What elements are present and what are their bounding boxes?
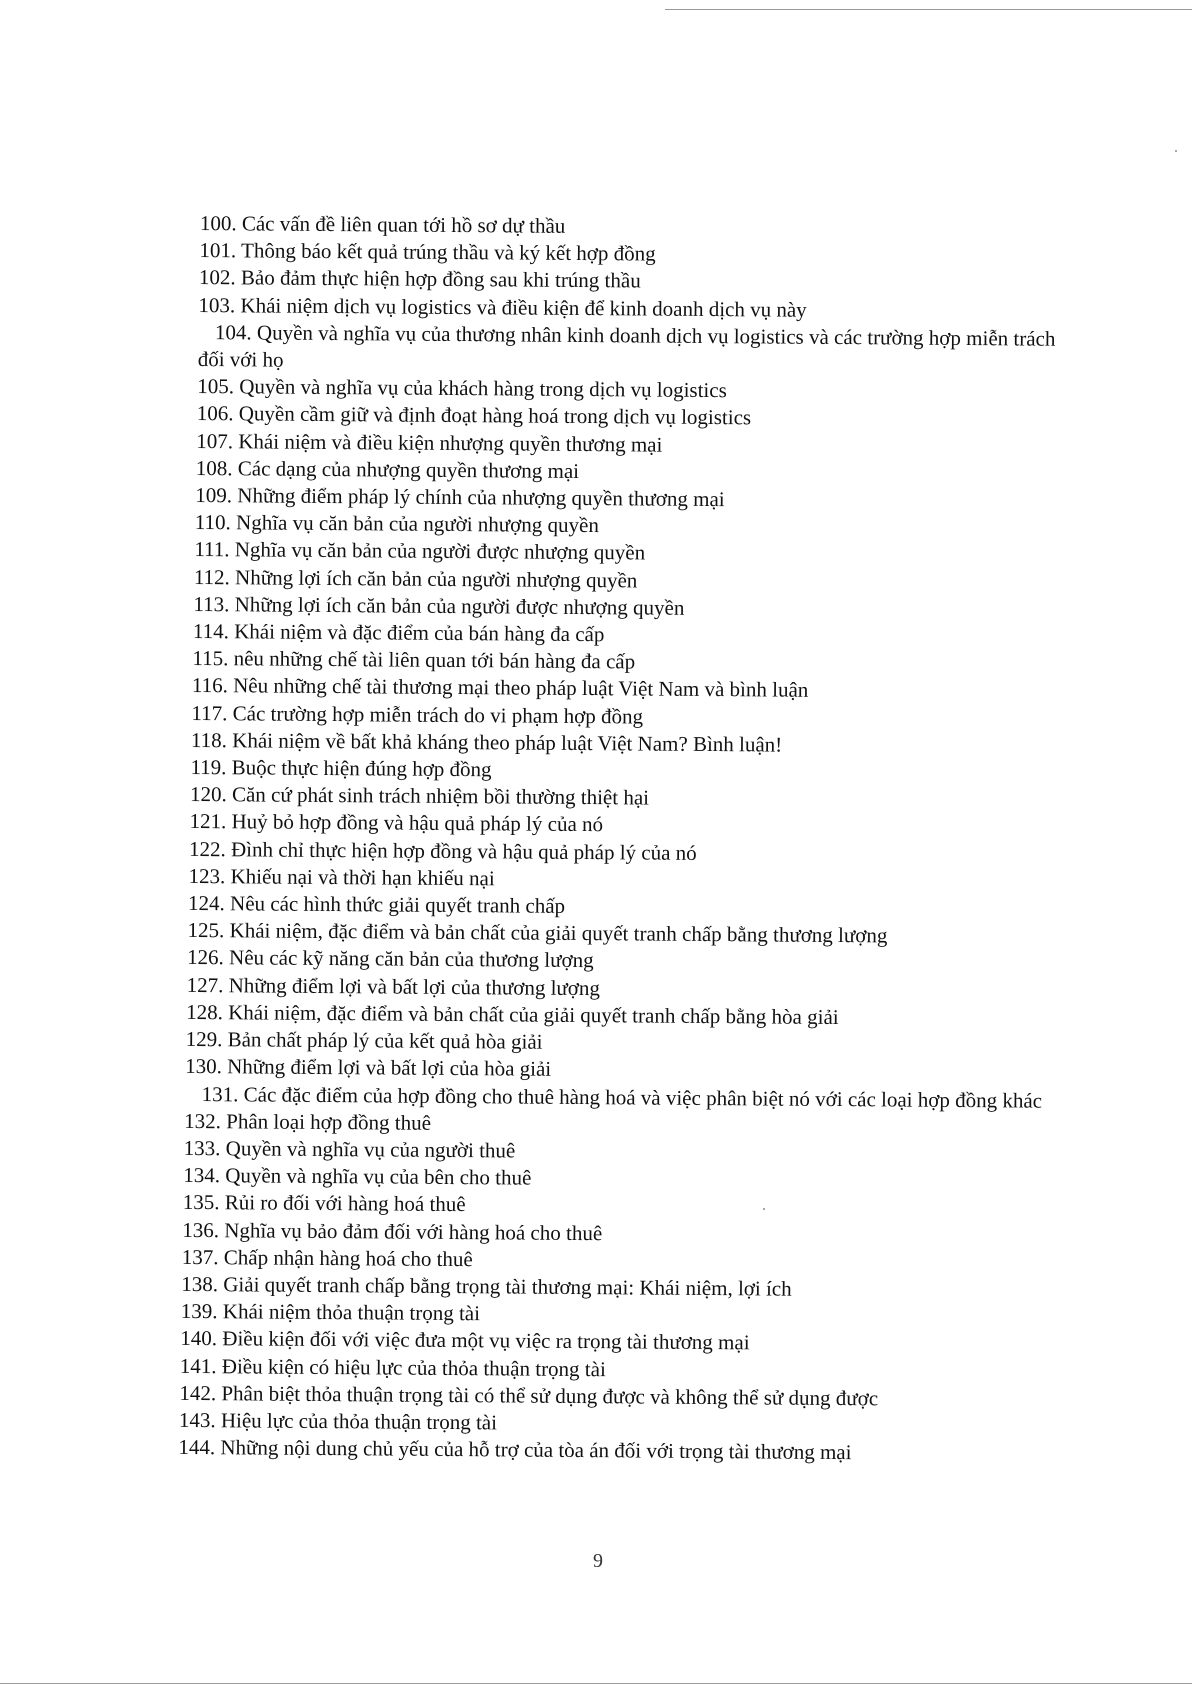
question-text: Hiệu lực của thỏa thuận trọng tài	[220, 1408, 498, 1435]
question-number: 112.	[193, 564, 230, 589]
question-number: 118.	[190, 727, 228, 753]
question-text: Quyền và nghĩa vụ của thương nhân kinh doanh dịch vụ logistics và các trường hợp miễn trách đối với họ	[197, 320, 1056, 372]
question-text: Nêu các hình thức giải quyết tranh chấp	[229, 891, 566, 918]
question-text: Nêu những chế tài thương mại theo pháp luật Việt Nam và bình luận	[233, 673, 809, 703]
question-text: Các dạng của nhượng quyền thương mại	[237, 456, 580, 483]
question-number: 109.	[195, 483, 233, 508]
question-number: 138.	[181, 1271, 219, 1297]
question-text: Các trường hợp miễn trách do vi phạm hợp đồng	[232, 700, 644, 729]
question-text: Khái niệm dịch vụ logistics và điều kiện để kinh doanh dịch vụ này	[240, 292, 807, 322]
question-text: Quyền và nghĩa vụ của người thuê	[225, 1136, 516, 1163]
question-number: 114.	[192, 619, 230, 644]
question-number: 137.	[181, 1244, 219, 1269]
question-number: 107.	[196, 428, 234, 453]
question-text: Giải quyết tranh chấp bằng trọng tài thương mại: Khái niệm, lợi ích	[223, 1272, 792, 1301]
question-text: Khiếu nại và thời hạn khiếu nại	[230, 864, 495, 891]
question-text: Bảo đảm thực hiện hợp đồng sau khi trúng thầu	[240, 265, 641, 293]
question-number: 144.	[178, 1435, 216, 1460]
question-list	[178, 210, 1080, 1468]
question-number: 116.	[191, 673, 229, 698]
question-item	[198, 319, 1079, 380]
question-text: Khái niệm và điều kiện nhượng quyền thương mại	[238, 428, 663, 457]
question-text: Quyền và nghĩa vụ của khách hàng trong dịch vụ logistics	[239, 374, 727, 403]
question-text: Quyền và nghĩa vụ của bên cho thuê	[225, 1163, 532, 1190]
top-edge-rule	[665, 9, 1192, 10]
question-text: Những điểm lợi và bất lợi của hòa giải	[227, 1054, 552, 1082]
question-number: 108.	[195, 455, 233, 481]
question-number: 113.	[193, 591, 230, 617]
question-number: 120.	[189, 782, 227, 807]
question-text: Những nội dung chủ yếu của hỗ trợ của tòa án đối với trọng tài thương mại	[220, 1435, 852, 1465]
question-number: 135.	[182, 1190, 220, 1215]
question-number: 123.	[188, 863, 226, 889]
question-number: 104.	[214, 319, 252, 345]
question-text: Điều kiện đối với việc đưa một vụ việc ra trọng tài thương mại	[222, 1326, 750, 1355]
question-number: 115.	[192, 646, 229, 671]
question-text: Khái niệm, đặc điểm và bản chất của giải quyết tranh chấp bằng hòa giải	[228, 1000, 839, 1029]
question-number: 134.	[183, 1163, 221, 1188]
question-item	[178, 1434, 1070, 1468]
question-number: 142.	[179, 1380, 217, 1405]
question-text: Đình chỉ thực hiện hợp đồng và hậu quả pháp lý của nó	[230, 836, 697, 865]
question-number: 141.	[179, 1353, 217, 1378]
question-number: 119.	[190, 755, 227, 780]
question-text: Khái niệm, đặc điểm và bản chất của giải quyết tranh chấp bằng thương lượng	[229, 918, 888, 948]
question-number: 106.	[196, 401, 234, 426]
question-number: 102.	[198, 265, 236, 290]
question-number: 136.	[182, 1217, 220, 1242]
question-text: Nêu các kỹ năng căn bản của thương lượng	[229, 945, 594, 973]
question-number: 143.	[178, 1407, 216, 1433]
question-number: 127.	[186, 972, 224, 997]
question-number: 126.	[187, 945, 224, 970]
question-text: Thông báo kết quả trúng thầu và ký kết hợp đồng	[240, 238, 656, 266]
question-number: 140.	[180, 1326, 218, 1351]
question-text: Buộc thực hiện đúng hợp đồng	[231, 755, 492, 782]
bottom-edge-rule	[0, 1683, 1192, 1684]
question-text: Huỷ bỏ hợp đồng và hậu quả pháp lý của nó	[231, 809, 604, 837]
question-number: 103.	[198, 292, 236, 317]
question-text: Điều kiện có hiệu lực của thỏa thuận trọng tài	[221, 1353, 606, 1381]
question-text: Phân loại hợp đồng thuê	[226, 1108, 432, 1135]
question-number: 130.	[185, 1054, 223, 1079]
question-text: Khái niệm về bất khả kháng theo pháp luật Việt Nam? Bình luận!	[232, 728, 783, 757]
question-text: Những điểm pháp lý chính của nhượng quyền thương mại	[237, 483, 725, 512]
question-number: 111.	[194, 537, 230, 562]
question-number: 122.	[188, 836, 226, 861]
question-text: Bản chất pháp lý của kết quả hòa giải	[227, 1027, 543, 1054]
question-text: Những điểm lợi và bất lợi của thương lượng	[228, 972, 601, 1000]
question-number: 105.	[197, 374, 235, 399]
question-text: Những lợi ích căn bản của người nhượng quyền	[235, 564, 638, 593]
scan-speck	[1175, 150, 1177, 152]
question-number: 117.	[191, 700, 228, 725]
question-number: 101.	[199, 238, 237, 263]
question-number: 124.	[187, 891, 225, 916]
question-text: Các đặc điểm của hợp đồng cho thuê hàng hoá và việc phân biệt nó với các loại hợp đồng khác	[243, 1081, 1043, 1113]
question-number: 121.	[189, 809, 227, 834]
question-number: 129.	[185, 1027, 223, 1052]
question-text: Căn cứ phát sinh trách nhiệm bồi thường thiệt hại	[231, 782, 650, 810]
question-text: nêu những chế tài liên quan tới bán hàng đa cấp	[233, 646, 636, 674]
question-text: Nghĩa vụ bảo đảm đối với hàng hoá cho thuê	[224, 1217, 603, 1245]
question-text: Những lợi ích căn bản của người được nhượng quyền	[234, 592, 685, 620]
question-text: Quyền cầm giữ và định đoạt hàng hoá trong dịch vụ logistics	[238, 401, 752, 430]
question-text: Nghĩa vụ căn bản của người nhượng quyền	[235, 510, 599, 538]
question-text: Khái niệm thỏa thuận trọng tài	[222, 1299, 481, 1326]
question-number: 110.	[194, 510, 231, 535]
question-number: 125.	[187, 918, 225, 943]
question-number: 133.	[183, 1135, 221, 1161]
question-number: 131.	[201, 1081, 239, 1106]
page-number: 9	[593, 1550, 603, 1572]
question-text: Chấp nhận hàng hoá cho thuê	[223, 1244, 473, 1271]
question-number: 132.	[184, 1108, 222, 1133]
question-text: Các vấn đề liên quan tới hồ sơ dự thầu	[241, 211, 566, 238]
question-number: 100.	[199, 210, 237, 236]
question-number: 128.	[186, 999, 223, 1025]
question-text: Khái niệm và đặc điểm của bán hàng đa cấp	[234, 619, 605, 647]
question-text: Nghĩa vụ căn bản của người được nhượng quyền	[234, 537, 646, 565]
question-number: 139.	[180, 1299, 218, 1324]
question-text: Rủi ro đối với hàng hoá thuê	[224, 1190, 466, 1217]
question-text: Phân biệt thỏa thuận trọng tài có thể sử dụng được và không thể sử dụng được	[221, 1380, 879, 1411]
